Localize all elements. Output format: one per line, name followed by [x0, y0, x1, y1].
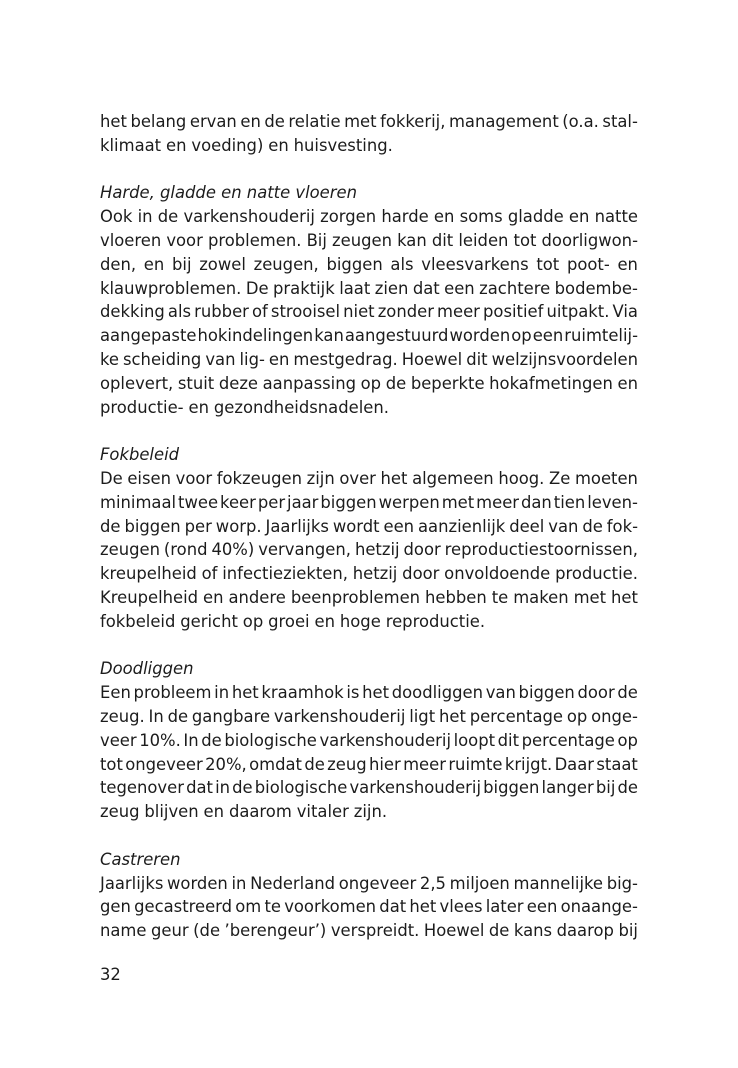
text-line: fokbeleid gericht op groei en hoge reproductie. — [100, 611, 486, 631]
text-line: tot ongeveer 20%, omdat de zeug hier meer ruimte krijgt. Daar staat — [100, 754, 638, 774]
text-line: de biggen per worp. Jaarlijks wordt een aanzienlijk deel van de fok- — [100, 516, 638, 536]
text-line: Een probleem in het kraamhok is het doodliggen van biggen door de — [100, 683, 638, 703]
page-number: 32 — [100, 965, 121, 984]
text-line: zeug blijven en daarom vitaler zijn. — [100, 802, 388, 822]
section-paragraph — [100, 205, 638, 419]
section-paragraph — [100, 681, 638, 824]
text-line: het belang ervan en de relatie met fokkerij, management (o.a. stal- — [100, 112, 638, 131]
intro-paragraph — [100, 110, 638, 158]
text-line: klimaat en voeding) en huisvesting. — [100, 135, 393, 155]
text-line: tegenover dat in de biologische varkenshouderij biggen langer bij de — [100, 778, 638, 798]
text-line: klauwproblemen. De praktijk laat zien dat een zachtere bodembe- — [100, 278, 638, 298]
section-paragraph — [100, 467, 638, 634]
text-line: dekking als rubber of strooisel niet zonder meer positief uitpakt. Via — [100, 302, 638, 322]
section-heading: Castreren — [100, 849, 181, 869]
text-line: productie- en gezondheidsnadelen. — [100, 397, 389, 417]
text-line: Ook in de varkenshouderij zorgen harde en soms gladde en natte — [100, 207, 638, 227]
text-line: veer 10%. In de biologische varkenshouderij loopt dit percentage op — [100, 730, 638, 750]
section-paragraph — [100, 872, 638, 943]
text-line: Kreupelheid en andere beenproblemen hebben te maken met het — [100, 587, 638, 607]
page-body — [100, 110, 638, 943]
text-line: zeugen (rond 40%) vervangen, hetzij door reproductiestoornissen, — [100, 540, 638, 560]
text-line: den, en bij zowel zeugen, biggen als vleesvarkens tot poot- en — [100, 254, 638, 274]
section-heading: Fokbeleid — [100, 445, 180, 465]
section-heading: Harde, gladde en natte vloeren — [100, 183, 357, 203]
text-line: vloeren voor problemen. Bij zeugen kan dit leiden tot doorligwon- — [100, 230, 638, 250]
text-line: Jaarlijks worden in Nederland ongeveer 2,5 miljoen mannelijke big- — [100, 873, 638, 893]
text-line: zeug. In de gangbare varkenshouderij ligt het percentage op onge- — [100, 706, 638, 726]
text-line: minimaal twee keer per jaar biggen werpen met meer dan tien leven- — [100, 492, 638, 512]
text-line: gen gecastreerd om te voorkomen dat het vlees later een onaange- — [100, 897, 638, 917]
section-heading: Doodliggen — [100, 659, 194, 679]
text-line: ke scheiding van lig- en mestgedrag. Hoewel dit welzijnsvoordelen — [100, 349, 638, 369]
text-line: aangepaste hokindelingen kan aangestuurd worden op een ruimtelij- — [100, 326, 638, 346]
sections — [100, 181, 638, 943]
text-line: De eisen voor fokzeugen zijn over het algemeen hoog. Ze moeten — [100, 468, 638, 488]
text-line: kreupelheid of infectieziekten, hetzij door onvoldoende productie. — [100, 564, 638, 584]
text-line: name geur (de ’berengeur’) verspreidt. Hoewel de kans daarop bij — [100, 921, 638, 941]
text-line: oplevert, stuit deze aanpassing op de beperkte hokafmetingen en — [100, 373, 638, 393]
